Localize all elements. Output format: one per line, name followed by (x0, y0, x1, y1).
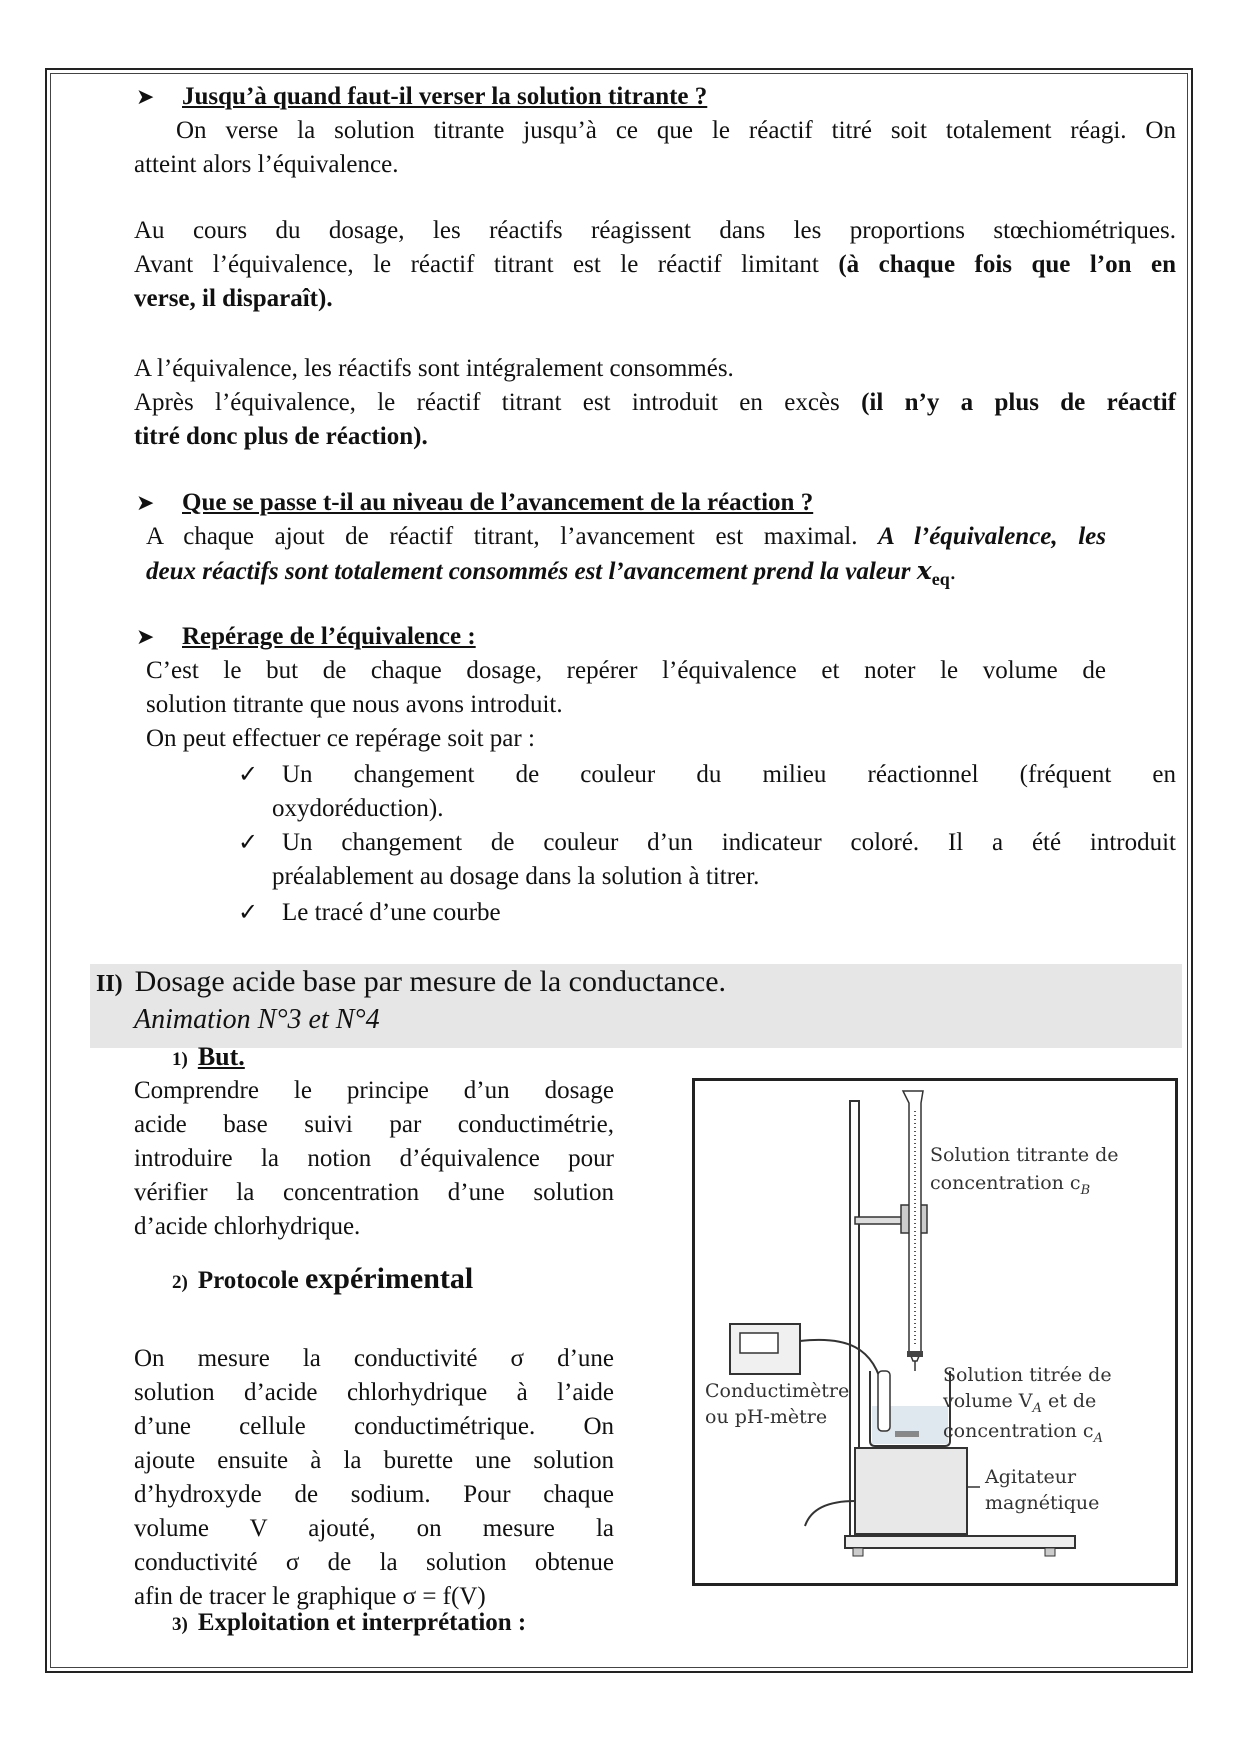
q2-line-1: A chaque ajout de réactif titrant, l’avancement est maximal. A l’équivalence, les (146, 523, 1106, 550)
protocole-paragraph: On mesure la conductivité σ d’une solution d’acide chlorhydrique à l’aide d’une cellule conductimétrique. On ajoute ensuite à la burette une solution d’hydroxyde de sodium. Pour chaque volume V ajouté, on mesure la conductivité σ de la solution obtenue afin de tracer le graphique σ = f(V) (134, 1345, 614, 1610)
apparatus-drawing (695, 1081, 1175, 1583)
bullet-heading-2: ➤ Que se passe t-il au niveau de l’avancement de la réaction ? (136, 486, 813, 520)
label-titree-2: volume $V_A$ et de (943, 1390, 1097, 1416)
para2-line-2: Après l’équivalence, le réactif titrant est introduit en excès (il n’y a plus de réactif (134, 389, 1176, 416)
label-meter-2: ou pH-mètre (705, 1406, 828, 1428)
bullet-heading-3: ➤ Repérage de l’équivalence : (136, 620, 476, 654)
meter-screen (740, 1333, 778, 1353)
checkmark-icon: ✓ (238, 762, 259, 788)
para1-line-3: verse, il disparaît). (134, 285, 333, 312)
check-item-2-cont: préalablement au dosage dans la solution à titrer. (272, 863, 760, 890)
arrowhead-bullet-icon: ➤ (136, 490, 155, 515)
subheading-but: 1) But. (172, 1042, 245, 1071)
label-titrante-1: Solution titrante de (930, 1144, 1119, 1166)
bullet-heading-1: ➤ Jusqu’à quand faut-il verser la solution titrante ? (136, 80, 707, 114)
arrowhead-bullet-icon: ➤ (136, 624, 155, 649)
titration-apparatus-diagram (692, 1078, 1178, 1586)
stand-base (845, 1536, 1075, 1548)
q3-line-2: solution titrante que nous avons introduit. (146, 691, 563, 718)
arrowhead-bullet-icon: ➤ (136, 84, 155, 109)
burette-stopcock (907, 1351, 923, 1357)
check-item-2: ✓ Un changement de couleur d’un indicateur coloré. Il a été introduit (238, 826, 1176, 860)
stand-foot-left (853, 1548, 863, 1556)
label-agitateur-1: Agitateur (985, 1466, 1077, 1488)
subheading-protocole: 2) Protocole expérimental (172, 1262, 474, 1295)
q3-line-1: C’est le but de chaque dosage, repérer l’équivalence et noter le volume de (146, 657, 1106, 684)
label-titree-3: concentration $c_A$ (943, 1420, 1103, 1446)
but-paragraph: Comprendre le principe d’un dosage acide base suivi par conductimétrie, introduire la notion d’équivalence pour vérifier la concentration d’une solution d’acide chlorhydrique. (134, 1077, 614, 1240)
q1-line-1: On verse la solution titrante jusqu’à ce que le réactif titré soit totalement réagi. On (176, 117, 1176, 144)
checkmark-icon: ✓ (238, 830, 259, 856)
conductivity-cell (878, 1371, 890, 1431)
label-titree-1: Solution titrée de (943, 1364, 1112, 1386)
check-item-1: ✓ Un changement de couleur du milieu réactionnel (fréquent en (238, 758, 1176, 792)
magnetic-stirrer (855, 1448, 967, 1534)
power-cord (805, 1501, 855, 1526)
subheading-exploitation: 3) Exploitation et interprétation : (172, 1609, 527, 1636)
q1-line-2: atteint alors l’équivalence. (134, 151, 399, 178)
para2-line-3: titré donc plus de réaction). (134, 423, 428, 450)
stir-bar (895, 1431, 919, 1437)
section-title: II) Dosage acide base par mesure de la conductance. (96, 965, 727, 998)
para1-line-2: Avant l’équivalence, le réactif titrant est le réactif limitant (à chaque fois que l’on en (134, 251, 1176, 278)
label-meter-1: Conductimètre (705, 1380, 850, 1402)
q2-line-2: deux réactifs sont totalement consommés est l’avancement prend la valeur $x_{eq}$. (146, 556, 956, 589)
para2-line-1: A l’équivalence, les réactifs sont intégralement consommés. (134, 355, 734, 382)
check-item-1-cont: oxydoréduction). (272, 795, 444, 822)
label-titrante-2: concentration $c_B$ (930, 1172, 1091, 1198)
check-item-3: ✓ Le tracé d’une courbe (238, 896, 501, 930)
checkmark-icon: ✓ (238, 900, 259, 926)
label-agitateur-2: magnétique (985, 1492, 1100, 1514)
q3-line-3: On peut effectuer ce repérage soit par : (146, 725, 535, 752)
stand-foot-right (1045, 1548, 1055, 1556)
para1-line-1: Au cours du dosage, les réactifs réagissent dans les proportions stœchiométriques. (134, 217, 1176, 244)
section-subtitle: Animation N°3 et N°4 (134, 1004, 380, 1035)
